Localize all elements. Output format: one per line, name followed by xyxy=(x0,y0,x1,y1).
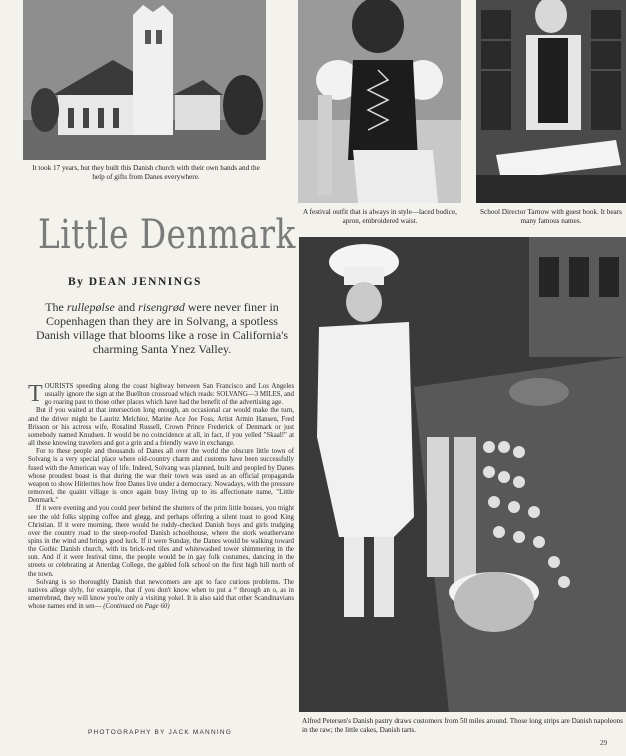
pastry-caption: Alfred Petersen's Danish pastry draws customers from 50 miles around. Those long strips are Danish napoleons in the raw; the little cakes, Danish tarts. xyxy=(302,717,623,734)
article-title: Little Denmark xyxy=(38,212,296,258)
church-illustration xyxy=(23,0,266,160)
festival-caption: A festival outfit that is always in style—laced bodice, apron, embroidered waist. xyxy=(303,208,457,225)
director-illustration xyxy=(476,0,626,203)
paragraph: For to these people and thousands of Danes all over the world the obscure little town of Solvang is a very special place where old-country charm and customs have been successfully fused with the American way of life. Indeed, Solvang was planned, built and peopled by Danes whose proudest boast is that during the war their town was used as an official propaganda weapon to show Hitlerites how free Danes live under a democracy. Nowadays, with the pressure removed, the quaint village is once again busy living up to its affectionate name, "Little Denmark." xyxy=(28,448,294,505)
director-photo xyxy=(476,0,626,203)
paragraph: But if you waited at that intersection long enough, an occasional car would make the turn, and the driver might be Lauritz Melchior, Marine Ace Joe Foss, Artist Armin Hansen, Fred Brisson or his actress wife, Rosalind Russell, Crown Prince Frederick of Denmark or just somebody named Knudsen. It would be no coincidence at all, in fact, if you yelled "Skaal!" at all these knowing travelers and got a grin and a friendly wave in exchange. xyxy=(28,407,294,448)
deck-dish-1: rullepølse xyxy=(66,300,115,314)
director-caption: School Director Tarnow with guest book. It bears many famous names. xyxy=(480,208,622,225)
festival-photo xyxy=(298,0,461,203)
deck-part: The xyxy=(45,300,67,314)
page-number: 29 xyxy=(600,739,607,747)
church-photo xyxy=(23,0,266,160)
drop-cap: T xyxy=(28,383,43,407)
deck-dish-2: risengrød xyxy=(138,300,185,314)
pastry-photo xyxy=(299,237,626,712)
paragraph: TOURISTS speeding along the coast highway between San Francisco and Los Angeles usually ignore the sign at the Buellton crossroad which reads: SOLVANG—3 MILES, and go roaring past to those other places which have had the benefit of the advertising age. xyxy=(28,383,294,407)
paragraph: If it were evening and you could peer behind the shutters of the prim little houses, you might see the old folks sipping coffee and gløgg, and perhaps offering a silent toast to good King Christian. If it were morning, there would be ruddy-checked Danish boys and girls trudging over the country road to the steep-roofed Danish schoolhouse, where the stork weathervane spins in the wind and brings good luck. If it were Sunday, the Danes would be walking toward the Gothic Danish church, with its brick-red tiles and whitewashed tower shimmering in the sun. And if it were festival time, the people would be in gay folk costumes, dancing in the streets or celebrating at Atterdag College, the gabled folk school on the first high hill north of the town. xyxy=(28,505,294,578)
deck-part: were never finer in Copenhagen than they are in Solvang, a spotless Danish village that blooms like a rose in California's charming Santa Ynez Valley. xyxy=(35,300,289,356)
photo-credit: PHOTOGRAPHY BY JACK MANNING xyxy=(87,729,232,736)
article-body xyxy=(28,383,294,725)
continued-note: (Continued on Page 60) xyxy=(103,603,170,611)
deck xyxy=(34,300,290,356)
pastry-illustration xyxy=(299,237,626,712)
paragraph: Solvang is so thoroughly Danish that newcomers are apt to face curious problems. The natives allege slyly, for example, that if you don't know when to put a ° through an o, as in smørrebrød, they will know you're only a visiting yokel. It is also said that other Scandinavians whose names end in sen— (Continued on Page 60) xyxy=(28,578,294,611)
festival-illustration xyxy=(298,0,461,203)
deck-part: and xyxy=(114,300,139,314)
church-caption: It took 17 years, but they built this Danish church with their own hands and the help of gifts from Danes everywhere. xyxy=(32,164,260,181)
byline: By DEAN JENNINGS xyxy=(68,276,202,288)
